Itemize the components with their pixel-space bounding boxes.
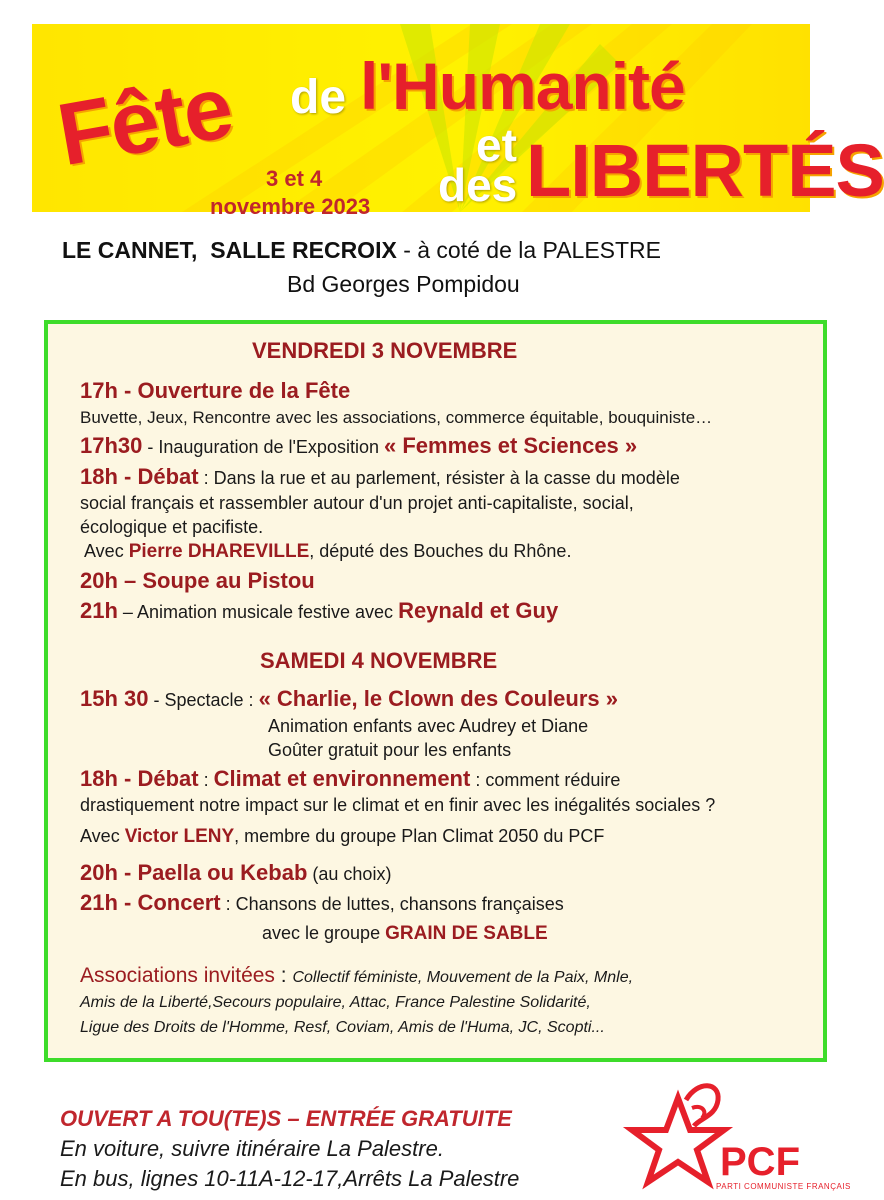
saturday-dinner	[80, 860, 391, 886]
venue-near: - à coté de la PALESTRE	[396, 237, 662, 263]
venue-line	[62, 237, 661, 264]
friday-debate-line1	[80, 464, 680, 490]
venue-street: Bd Georges Pompidou	[287, 271, 520, 297]
friday-soup-title: 20h – Soupe au Pistou	[80, 568, 315, 593]
footer-open-free: OUVERT A TOU(TE)S – ENTRÉE GRATUITE	[60, 1106, 512, 1131]
friday-heading: VENDREDI 3 NOVEMBRE	[252, 338, 518, 363]
saturday-debate-avec: Avec	[80, 826, 125, 846]
saturday-show	[80, 686, 618, 712]
associations-sep: :	[274, 964, 293, 987]
friday-opening-title: 17h - Ouverture de la Fête	[80, 378, 351, 403]
friday-debate-line3: écologique et pacifiste.	[80, 517, 264, 537]
friday-debate-text1: : Dans la rue et au parlement, résister à la casse du modèle	[198, 468, 680, 488]
saturday-concert-group: GRAIN DE SABLE	[385, 923, 548, 944]
venue-hall: SALLE RECROIX	[210, 237, 397, 263]
friday-debate-guest-line	[84, 541, 571, 563]
friday-debate-guest: Pierre DHAREVILLE	[128, 541, 310, 562]
saturday-debate-guest-role: , membre du groupe Plan Climat 2050 du PCF	[234, 826, 605, 846]
saturday-heading: SAMEDI 4 NOVEMBRE	[260, 648, 498, 673]
event-date-days: 3 et 4	[266, 166, 323, 191]
saturday-debate-guest: Victor LENY	[124, 826, 235, 847]
event-date-month: novembre 2023	[210, 194, 371, 219]
title-de: de	[290, 71, 347, 124]
associations-list3: Ligue des Droits de l'Homme, Resf, Coviam, Amis de l'Huma, JC, Scopti...	[80, 1019, 605, 1036]
title-humanite: l'Humanité	[360, 49, 685, 123]
friday-exhibition-title: « Femmes et Sciences »	[383, 433, 638, 458]
pcf-logo-text: PCF	[720, 1140, 800, 1184]
pcf-logo-subtitle: PARTI COMMUNISTE FRANÇAIS	[716, 1182, 851, 1191]
title-des: des	[438, 159, 518, 211]
footer-car-info: En voiture, suivre itinéraire La Palestre.	[60, 1136, 444, 1161]
saturday-concert-line2	[262, 923, 548, 945]
friday-music-text: – Animation musicale festive avec	[117, 602, 399, 622]
venue-city: LE CANNET,	[62, 237, 198, 263]
saturday-debate-line2: drastiquement notre impact sur le climat et en finir avec les inégalités sociales ?	[80, 795, 716, 815]
saturday-show-snack: Goûter gratuit pour les enfants	[268, 740, 512, 760]
friday-inauguration-text: - Inauguration de l'Exposition	[142, 437, 384, 457]
associations-list1: Collectif féministe, Mouvement de la Paix, Mnle,	[292, 969, 634, 986]
saturday-concert-title: 21h - Concert	[80, 890, 221, 915]
friday-music	[80, 598, 558, 624]
program-box	[44, 320, 827, 1062]
header-banner	[32, 24, 884, 219]
saturday-dinner-title: 20h - Paella ou Kebab	[80, 860, 308, 885]
associations-label: Associations invitées	[80, 964, 275, 987]
friday-opening-desc: Buvette, Jeux, Rencontre avec les associations, commerce équitable, bouquiniste…	[80, 408, 713, 427]
saturday-concert-text: : Chansons de luttes, chansons françaises	[220, 894, 564, 914]
saturday-debate-text1: : comment réduire	[470, 770, 621, 790]
friday-music-guest: Reynald et Guy	[398, 598, 559, 623]
footer-bus-info: En bus, lignes 10-11A-12-17,Arrêts La Palestre	[60, 1166, 520, 1191]
saturday-concert-line1	[80, 890, 564, 916]
friday-debate-avec: Avec	[84, 541, 129, 561]
saturday-show-time: 15h 30	[80, 686, 149, 711]
saturday-debate-title: 18h - Débat	[80, 766, 199, 791]
associations-line1	[80, 964, 633, 988]
title-et: et	[476, 119, 517, 171]
associations-list2: Amis de la Liberté,Secours populaire, Attac, France Palestine Solidarité,	[80, 994, 591, 1011]
friday-music-time: 21h	[80, 598, 118, 623]
saturday-show-text: - Spectacle :	[148, 690, 259, 710]
saturday-debate-topic: Climat et environnement	[213, 766, 471, 791]
saturday-dinner-note: (au choix)	[307, 864, 392, 884]
saturday-show-title: « Charlie, le Clown des Couleurs »	[258, 686, 618, 711]
saturday-debate-line1	[80, 766, 620, 792]
friday-inauguration-time: 17h30	[80, 433, 143, 458]
saturday-concert-avec: avec le groupe	[262, 923, 386, 943]
saturday-debate-guest-line	[80, 826, 604, 848]
friday-debate-line2: social français et rassembler autour d'un projet anti-capitaliste, social,	[80, 493, 634, 513]
friday-debate-guest-role: , député des Bouches du Rhône.	[309, 541, 572, 561]
friday-inauguration	[80, 433, 637, 459]
title-fete: Fête	[50, 56, 239, 185]
saturday-debate-sep: :	[198, 770, 214, 790]
title-libertes: LIBERTÉS	[526, 129, 884, 212]
saturday-show-animation: Animation enfants avec Audrey et Diane	[268, 716, 589, 736]
friday-debate-title: 18h - Débat	[80, 464, 199, 489]
